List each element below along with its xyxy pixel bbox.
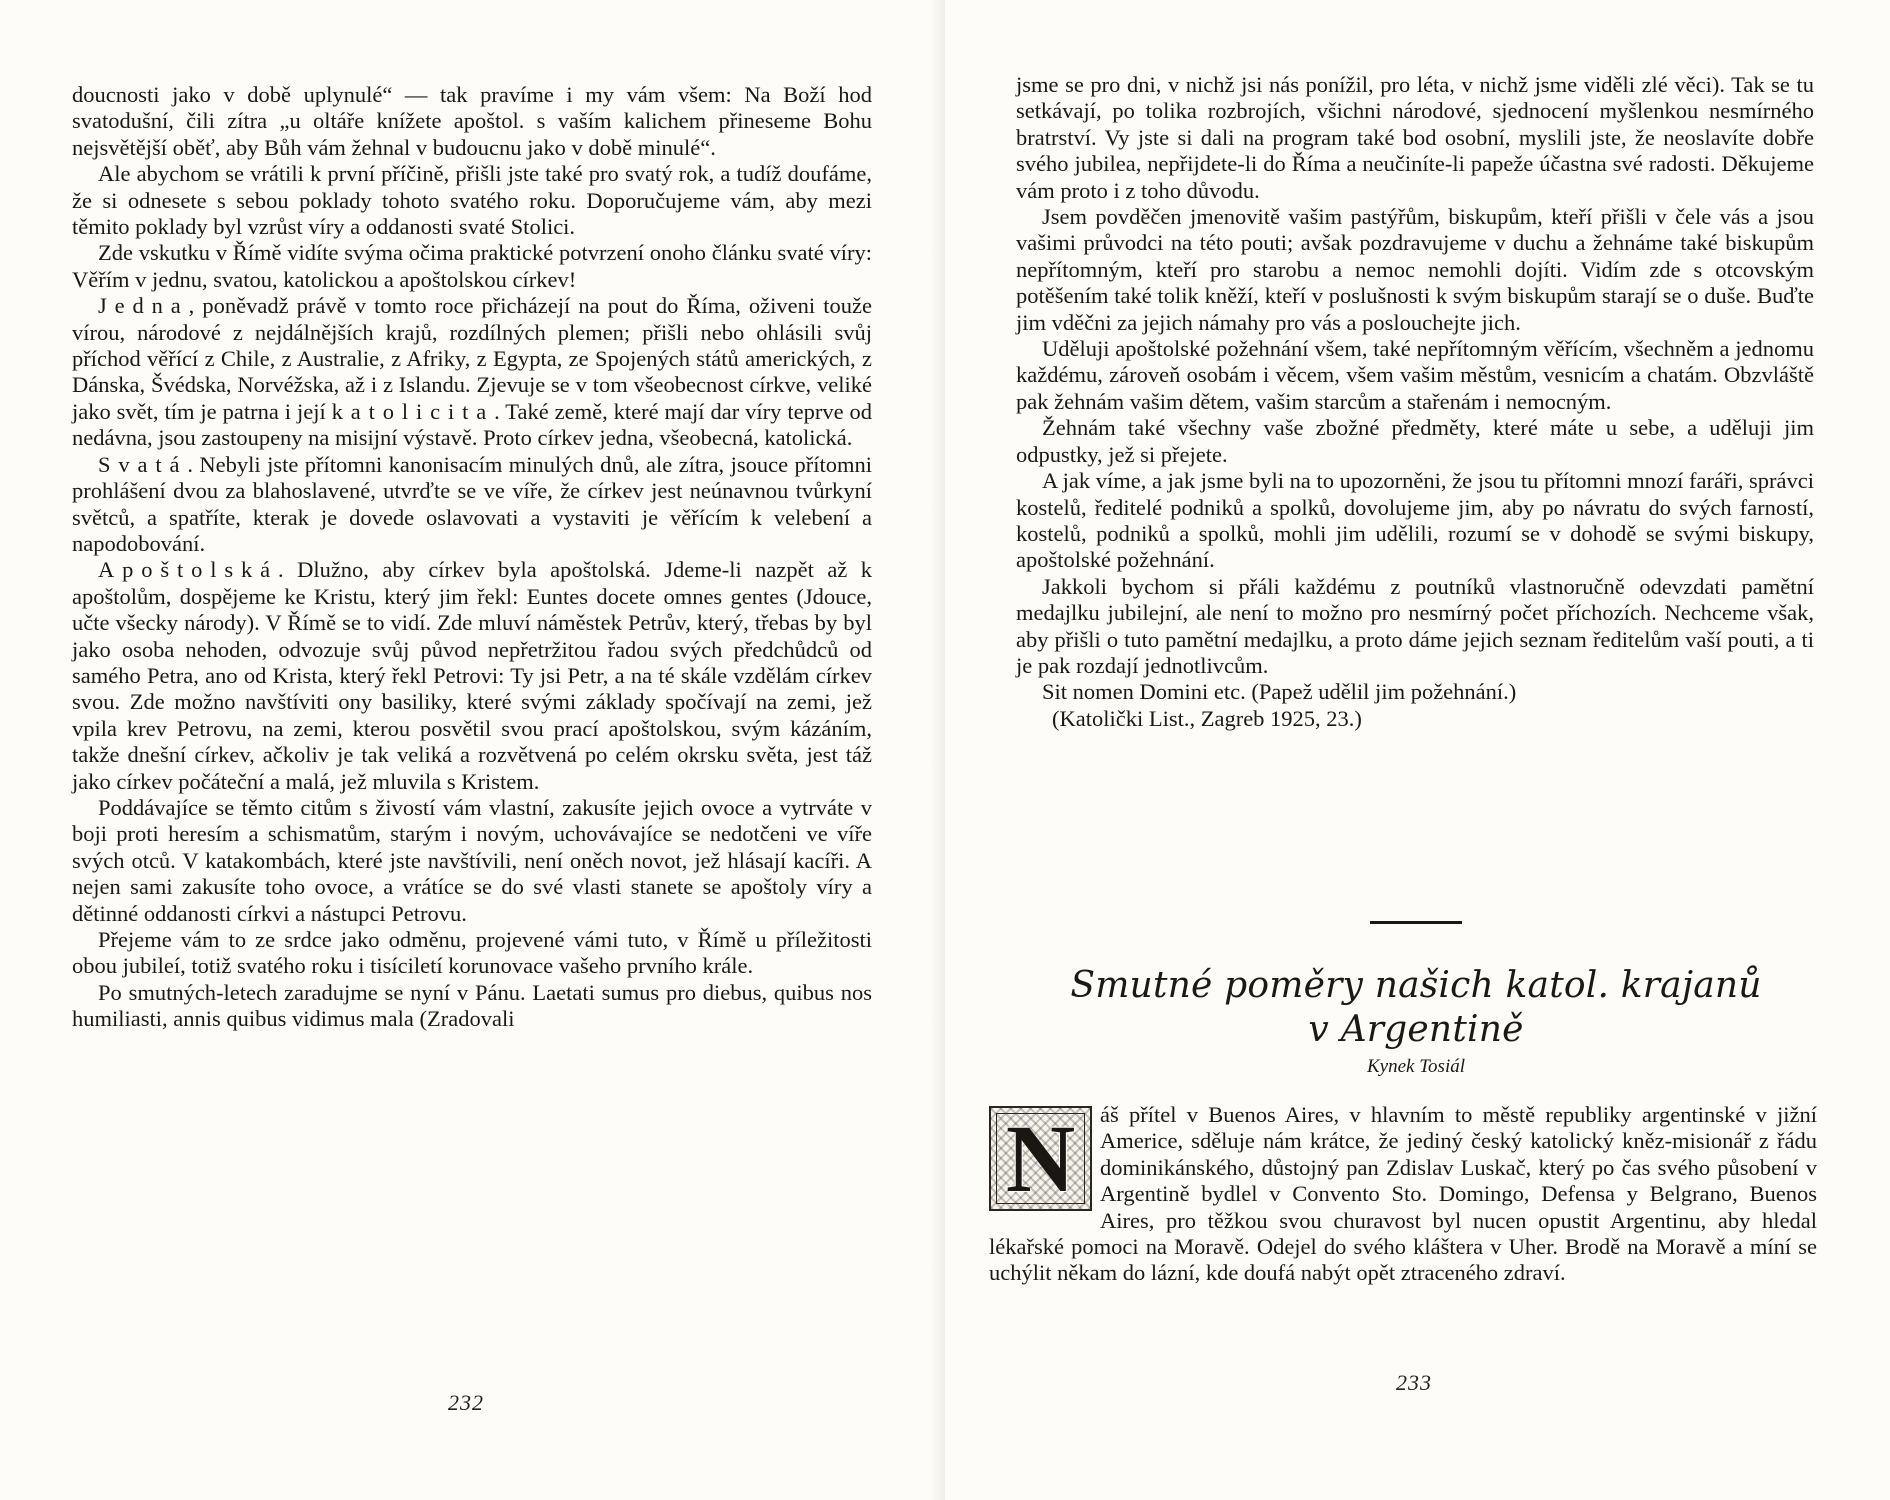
left-page-text (72, 82, 872, 1033)
page-number: 232 (448, 1390, 484, 1415)
closing-line: Sit nomen Domini etc. (Papež udělil jim požehnání.) (1042, 679, 1517, 705)
right-page-text (1016, 72, 1814, 732)
paragraph: A jak víme, a jak jsme byli na to upozorněni, že jsou tu přítomni mnozí faráři, správci kostelů, ředitelé podniků a spolků, dovolujeme jim, aby po návratu do svých farností, kostelů, podniků a spolků, mohli jim udělili, rozumí se v dohodě se svými biskupy, apoštolské požehnání. (1016, 468, 1814, 573)
page-number: 233 (1396, 1370, 1432, 1395)
paragraph: Žehnám také všechny vaše zbožné předměty, které máte u sebe, a uděluji jim odpustky, jež si přejete. (1016, 415, 1814, 467)
article-author: Kynek Tosiál (1367, 1056, 1465, 1077)
paragraph: Jakkoli bychom si přáli každému z poutníků vlastnoručně odevzdati pamětní medajlku jubilejní, ale není to možno pro nesmírný počet příchozích. Nechceme však, aby přišli o tuto pamětní medajlku, a proto dáme jejich seznam ředitelům vaší pouti, a ti je pak rozdají jednotlivcům. (1016, 573, 1814, 678)
paragraph: jsme se pro dni, v nichž jsi nás ponížil, pro léta, v nichž jsme viděli zlé věci). Tak se tu setkávají, po tolika rozbrojích, všichni národové, sjednocení myšlenkou nesmírného bratrství. Vy jste si dali na program také bod osobní, myslili jste, že neoslavíte dobře svého jubilea, nepřijdete-li do Říma a neučiníte-li papeže účastna své radosti. Děkujeme vám proto i z toho důvodu. (1016, 72, 1814, 203)
paragraph: Ale abychom se vrátili k první příčině, přišli jste také pro svatý rok, a tudíž doufáme, že si odnesete s sebou poklady tohoto svatého roku. Doporučujeme vám, aby mezi těmito poklady byl vzrůst víry a oddanosti svaté Stolici. (72, 161, 872, 240)
spaced-emphasis: Svatá (98, 451, 188, 477)
article-body (989, 1102, 1817, 1287)
spaced-emphasis: katolicita (331, 398, 495, 424)
paragraph-text: . Dlužno, aby církev byla apoštolská. Jdeme-li nazpět až k apoštolům, dospějeme ke Kristu, který jim řekl: Euntes docete omnes gentes (Jdouce, učte všecky národy). V Římě se to vidí. Zde mluví náměstek Petrův, který, třebas by byl jako osoba nehoden, odvozuje svůj původ nepřetržitou řadou svých předchůdců od samého Petra, ano od Krista, který řekl Petrovi: Ty jsi Petr, a na té skále vzdělám církev svou. Zde možno navštíviti ony basiliky, které svými základy spočívají na zemi, jež vpila krev Petrovu, na zemi, kterou posvětil svou prací apoštolskou, svým kázáním, takže dnešní církev, ačkoliv je tak veliká a rozvětvená po celém okrsku světa, jest táž jako církev počáteční a malá, jež mluvila s Kristem. (72, 557, 872, 794)
paragraph: Zde vskutku v Římě vidíte svýma očima praktické potvrzení onoho článku svaté víry: Věřím v jednu, svatou, katolickou a apoštolskou církev! (72, 240, 872, 292)
paragraph: Po smutných-letech zaradujme se nyní v Pánu. Laetati sumus pro diebus, quibus nos humiliasti, annis quibus vidimus mala (Zradovali (72, 979, 872, 1032)
paragraph: Přejeme vám to ze srdce jako odměnu, projevené vámi tuto, v Římě u příležitosti obou jubileí, totiž svatého roku i tisíciletí korunovace vašeho prvního krále. (72, 927, 872, 979)
article-paragraph: áš přítel v Buenos Aires, v hlavním to městě republiky argentinské v jižní Americe, sděluje nám krátce, že jediný český katolický kněz-misionář z řádu dominikánského, důstojný pan Zdislav Luskač, který po čas svého působení v Argentině bydlel v Convento Sto. Domingo, Defensa y Belgrano, Buenos Aires, pro těžkou svou churavost byl nucen opustit Argentinu, aby hledal lékařské pomoci na Moravě. Odejel do svého kláštera v Uher. Brodě na Moravě a míní se uchýlit někam do lázní, kde doufá nabýt opět ztraceného zdraví. (989, 1102, 1817, 1286)
source-citation: (Katolički List., Zagreb 1925, 23.) (1052, 705, 1362, 731)
spaced-emphasis: Apoštolská (98, 557, 278, 583)
paragraph: Poddávajíce se těmto citům s živostí vám vlastní, zakusíte jejich ovoce a vytrváte v boji proti heresím a schismatům, starým i novým, uchovávajíce se nedotčeni ve víře svých otců. V katakombách, které jste navštívili, není oněch novot, jež hlásají kacíři. A nejen sami zakusíte toho ovoce, a vrátíce se do své vlasti stanete se apoštoly víry a dětinné oddanosti církvi a nástupci Petrovu. (72, 794, 872, 926)
ornamental-initial (989, 1106, 1092, 1211)
paragraph: Jsem povděčen jmenovitě vašim pastýřům, biskupům, kteří přišli v čele vás a jsou vašimi průvodci na této pouti; avšak pozdravujeme v duchu a žehnáme také biskupům nepřítomným, kteří pro starobu a nemoc nemohli dojíti. Vidím zde s otcovským potěšením také tolik kněží, kteří v poslušnosti k svým biskupům starají se o duše. Buďte jim vděčni za jejich námahy pro vás a poslouchejte jich. (1016, 204, 1814, 335)
paragraph: doucnosti jako v době uplynulé“ — tak pravíme i my vám všem: Na Boží hod svatodušní, čili zítra „u oltáře knížete apoštol. s vaším kalichem přineseme Bohu nejsvětější oběť, aby Bůh vám žehnal v budoucnu jako v době minulé“. (72, 82, 872, 160)
paragraph-text: . Nebyli jste přítomni kanonisacím minulých dnů, ale zítra, jsouce přítomni prohlášení dvou za blahoslavené, utvrďte se ve víře, že církev jest neúnavnou tvůrkyní světců, a spatříte, kterak je dovede oslavovati a vystaviti je věřícím k velebení a napodobování. (72, 451, 872, 556)
article-title (1016, 964, 1816, 1052)
paragraph (72, 293, 872, 451)
paragraph-text: , poněvadž právě v tomto roce přicházejí na pout do Říma, oživeni touže vírou, národové z nejdálnějších krajů, rozdílných plemen; přišli nebo ohlásili svůj příchod věřící z Chile, z Australie, z Afriky, z Egypta, ze Spojených států amerických, z Dánska, Švédska, Norvéžska, až i z Islandu. Zjevuje se v tom všeobecnost církve, veliké jako svět, tím je patrna i její (72, 293, 872, 424)
dropcap-letter: N (1005, 1104, 1076, 1212)
section-divider (1370, 921, 1462, 924)
article-title-line: v Argentině (1308, 1009, 1524, 1050)
paragraph (72, 557, 872, 795)
spaced-emphasis: Jedna (98, 293, 189, 319)
paragraph: Uděluji apoštolské požehnání všem, také nepřítomným věřícím, všechněm a jednomu každému, zároveň osobám i věcem, všem vašim městům, vesnicím a chatám. Obzvláště pak žehnám vašim dětem, vašim starcům a stařenám i nemocným. (1016, 336, 1814, 414)
paragraph (72, 452, 872, 558)
article-title-line: Smutné poměry našich katol. krajanů (1070, 965, 1762, 1006)
paragraph-text: . Také země, které mají dar víry teprve od nedávna, jsou zastoupeny na misijní výstavě. Proto církev jedna, všeobecná, katolická. (72, 398, 872, 451)
